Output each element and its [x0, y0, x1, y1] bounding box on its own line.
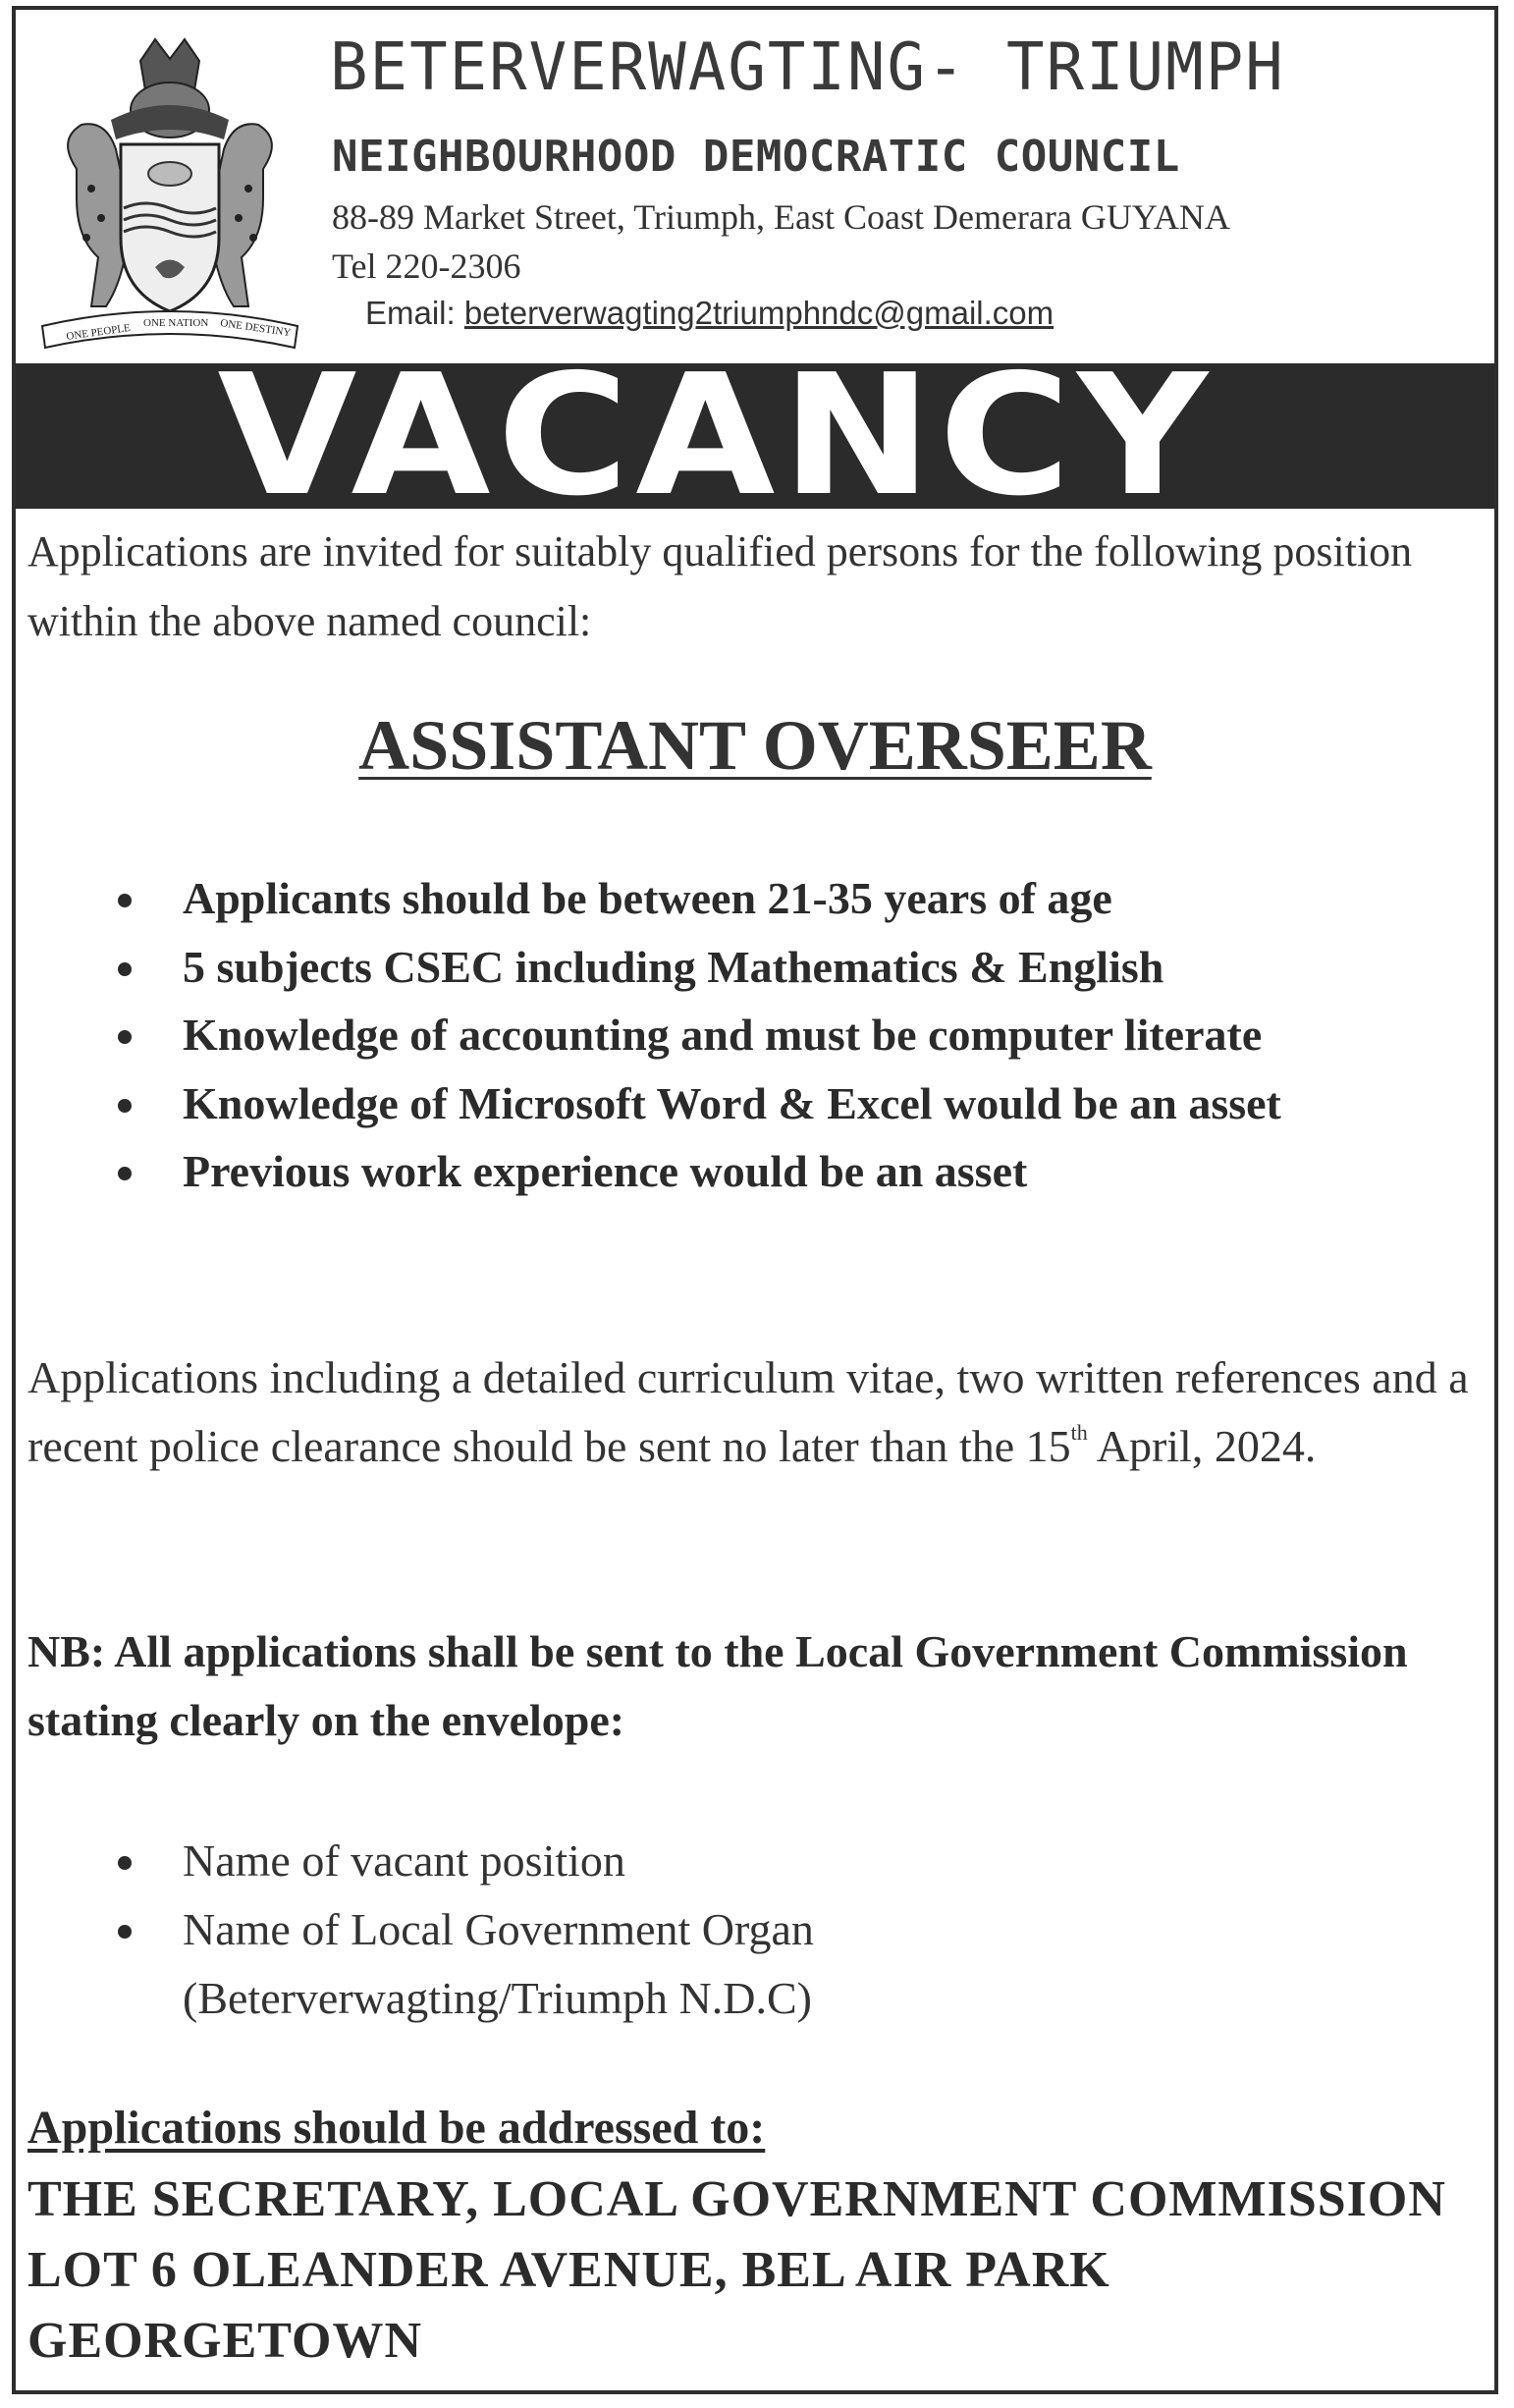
address-line: GEORGETOWN [27, 2313, 423, 2369]
vacancy-heading: VACANCY [217, 339, 1215, 533]
requirements-list [35, 864, 1281, 1206]
address-heading: Applications should be addressed to: [27, 2102, 766, 2154]
list-item-continuation: (Beterverwagting/Triumph N.D.C) [183, 1973, 812, 2023]
motto-one-people: ONE PEOPLE [65, 321, 132, 343]
list-item: Knowledge of accounting and must be computer literate [35, 1001, 1281, 1069]
list-item: Applicants should be between 21-35 years of age [35, 864, 1281, 933]
notice-frame [12, 6, 1498, 2394]
date-suffix: th [1070, 1420, 1088, 1445]
list-item: Name of vacant position [35, 1827, 814, 1895]
coat-of-arms-logo [37, 31, 302, 357]
intro-paragraph: Applications are invited for suitably qualified persons for the following position within the above named council: [27, 527, 1413, 645]
org-address: 88-89 Market Street, Triumph, East Coast Demerara GUYANA [332, 197, 1230, 237]
submission-date: April, 2024. [1087, 1421, 1317, 1471]
org-telephone: Tel 220-2306 [332, 246, 521, 286]
org-name: BETERVERWAGTING- TRIUMPH [330, 29, 1285, 106]
motto-one-nation: ONE NATION [143, 317, 209, 329]
email-label: Email: [365, 295, 456, 331]
org-subtitle: NEIGHBOURHOOD DEMOCRATIC COUNCIL [332, 132, 1180, 182]
address-line: LOT 6 OLEANDER AVENUE, BEL AIR PARK [27, 2242, 1110, 2298]
address-line: THE SECRETARY, LOCAL GOVERNMENT COMMISSION [27, 2171, 1446, 2227]
recipient-address [27, 2164, 1446, 2377]
list-item: Name of Local Government Organ [35, 1895, 814, 1964]
list-item: Knowledge of Microsoft Word & Excel would be an asset [35, 1069, 1281, 1138]
job-title: ASSISTANT OVERSEER [358, 706, 1152, 785]
list-item: Previous work experience would be an asset [35, 1137, 1281, 1206]
email-link[interactable]: beterverwagting2triumphndc@gmail.com [463, 295, 1054, 331]
motto-one-destiny: ONE DESTINY [219, 317, 292, 340]
submission-paragraph [27, 1343, 1500, 1489]
vacancy-banner [16, 339, 1494, 533]
nb-note: NB: All applications shall be sent to the Local Government Commission stating clearly on the envelope: [27, 1626, 1408, 1745]
list-item: 5 subjects CSEC including Mathematics & English [35, 933, 1281, 1002]
envelope-list [35, 1827, 814, 2033]
header [16, 10, 1494, 359]
submission-text: Applications including a detailed curriculum vitae, two written references and a recent police clearance should be sent no later than the 15 [27, 1352, 1469, 1471]
email-row [365, 295, 1054, 332]
